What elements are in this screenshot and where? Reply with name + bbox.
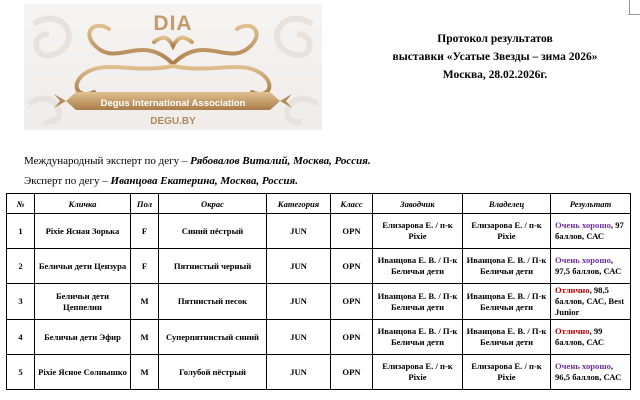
- animal-name: Беличьи дети Эфир: [35, 320, 131, 355]
- animal-sex: M: [131, 284, 159, 320]
- table-header-row: [7, 194, 631, 214]
- table-row: [7, 249, 631, 284]
- header-cell: Кличка: [35, 194, 131, 214]
- animal-class: OPN: [331, 249, 373, 284]
- owner: Елизарова Е. / п-к Pixie: [463, 214, 551, 249]
- header-cell: Владелец: [463, 194, 551, 214]
- result-grade: Очень хорошо: [555, 361, 611, 371]
- header-line-2: выставки «Усатые Звезды – зима 2026»: [392, 51, 598, 63]
- results-table: [6, 193, 631, 390]
- header-cell: Заводчик: [373, 194, 463, 214]
- animal-category: JUN: [267, 249, 331, 284]
- animal-sex: M: [131, 355, 159, 390]
- international-expert-line: [24, 155, 371, 167]
- expert-label: Эксперт по дегу –: [24, 175, 108, 187]
- result-grade: Отлично: [555, 285, 590, 295]
- header-cell: Пол: [131, 194, 159, 214]
- breeder: Иванцова Е. В. / П-к Беличьи дети: [373, 284, 463, 320]
- animal-category: JUN: [267, 355, 331, 390]
- animal-color: Синий пёстрый: [159, 214, 267, 249]
- breeder: Иванцова Е. В. / П-к Беличьи дети: [373, 320, 463, 355]
- table-row: [7, 284, 631, 320]
- result: [551, 214, 631, 249]
- row-number: 5: [7, 355, 35, 390]
- breeder: Елизарова Е. / п-к Pixie: [373, 214, 463, 249]
- breeder: Иванцова Е. В. / П-к Беличьи дети: [373, 249, 463, 284]
- owner: Иванцова Е. В. / П-к Беличьи дети: [463, 249, 551, 284]
- result-detail: , 97 баллов, САС: [555, 220, 624, 241]
- protocol-header: [388, 30, 602, 84]
- animal-sex: F: [131, 249, 159, 284]
- animal-color: Пятнистый черный: [159, 249, 267, 284]
- result: [551, 284, 631, 320]
- table-row: [7, 214, 631, 249]
- logo-ribbon-text: Degus International Association: [100, 98, 246, 109]
- result: [551, 249, 631, 284]
- header-line-3: Москва, 28.02.2026г.: [442, 69, 548, 81]
- expert-name: Иванцова Екатерина, Москва, Россия.: [110, 175, 298, 187]
- animal-name: Pixie Ясное Солнышко: [35, 355, 131, 390]
- animal-category: JUN: [267, 284, 331, 320]
- result-detail: , 97,5 баллов, САС: [555, 255, 622, 276]
- animal-category: JUN: [267, 214, 331, 249]
- expert-line: [24, 175, 298, 187]
- animal-color: Голубой пёстрый: [159, 355, 267, 390]
- result-grade: Отлично: [555, 326, 590, 336]
- row-number: 1: [7, 214, 35, 249]
- result-detail: , 98,5 баллов, САС, Best Junior: [555, 285, 625, 317]
- result-grade: Очень хорошо: [555, 255, 611, 265]
- result: [551, 355, 631, 390]
- header-cell: Окрас: [159, 194, 267, 214]
- row-number: 3: [7, 284, 35, 320]
- animal-name: Беличьи дети Цеппелин: [35, 284, 131, 320]
- breeder: Елизарова Е. / п-к Pixie: [373, 355, 463, 390]
- owner: Иванцова Е. В. / П-к Беличьи дети: [463, 284, 551, 320]
- result-detail: , 99 баллов, САС: [555, 326, 605, 347]
- result-detail: , 96,5 баллов, САС: [555, 361, 622, 382]
- animal-color: Суперпятнистый синий: [159, 320, 267, 355]
- animal-category: JUN: [267, 320, 331, 355]
- result-grade: Очень хорошо: [555, 220, 611, 230]
- animal-name: Беличьи дети Цензура: [35, 249, 131, 284]
- animal-class: OPN: [331, 320, 373, 355]
- animal-sex: M: [131, 320, 159, 355]
- header-cell: Категория: [267, 194, 331, 214]
- logo-site: DEGU.BY: [150, 116, 196, 127]
- animal-sex: F: [131, 214, 159, 249]
- page-corner-mark: [629, 0, 630, 14]
- animal-class: OPN: [331, 284, 373, 320]
- owner: Елизарова Е. / п-к Pixie: [463, 355, 551, 390]
- owner: Иванцова Е. В. / П-к Беличьи дети: [463, 320, 551, 355]
- header-cell: Результат: [551, 194, 631, 214]
- international-expert-name: Рябовалов Виталий, Москва, Россия.: [190, 155, 371, 167]
- international-expert-label: Международный эксперт по дегу –: [24, 155, 188, 167]
- header-cell: Класс: [331, 194, 373, 214]
- animal-class: OPN: [331, 355, 373, 390]
- animal-class: OPN: [331, 214, 373, 249]
- animal-name: Pixie Ясная Зорька: [35, 214, 131, 249]
- row-number: 2: [7, 249, 35, 284]
- logo-title: DIA: [153, 12, 193, 35]
- page-corner-mark-h: [628, 14, 640, 15]
- table-row: [7, 355, 631, 390]
- row-number: 4: [7, 320, 35, 355]
- dia-logo: [24, 4, 322, 130]
- result: [551, 320, 631, 355]
- header-line-1: Протокол результатов: [437, 33, 553, 45]
- animal-color: Пятнистый песок: [159, 284, 267, 320]
- table-row: [7, 320, 631, 355]
- header-cell: №: [7, 194, 35, 214]
